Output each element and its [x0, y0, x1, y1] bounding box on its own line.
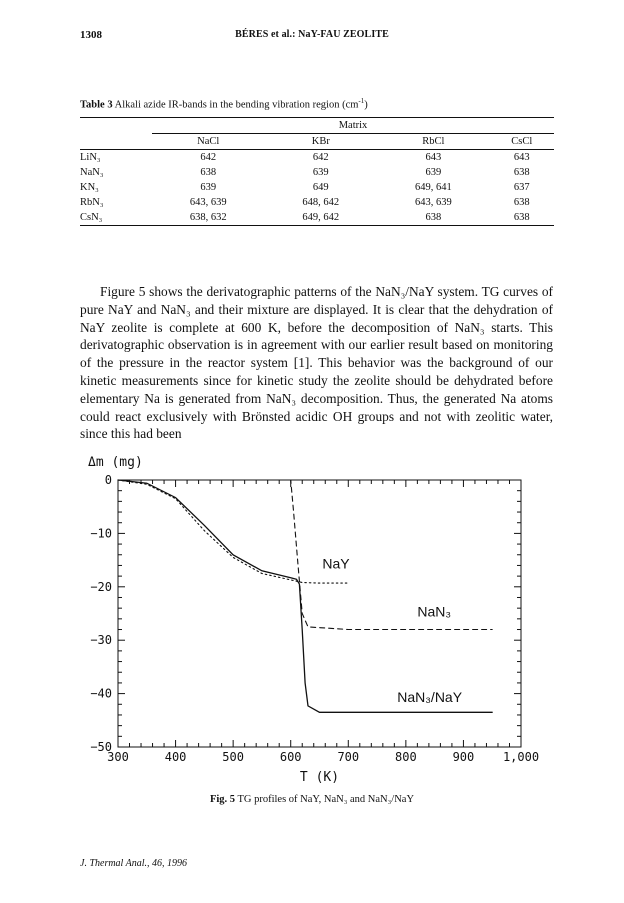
y-tick-label: 0: [104, 473, 112, 487]
chart-layer: [88, 455, 539, 785]
table-cell: 637: [513, 182, 530, 193]
table-cell: 642: [312, 152, 329, 163]
figure-caption: [0, 794, 624, 805]
x-tick-label: 700: [337, 750, 360, 764]
table-cell: 638, 632: [189, 212, 227, 223]
x-tick-label: 500: [222, 750, 244, 764]
y-tick-label: −20: [90, 579, 112, 594]
y-tick-label: −30: [90, 633, 112, 648]
x-tick-label: 1,000: [502, 750, 540, 764]
table-cell: 643, 639: [189, 197, 227, 208]
table-caption-text: Alkali azide IR-bands in the bending vibration region (cm: [114, 99, 359, 111]
x-tick-label: 400: [164, 750, 187, 764]
table-cell: 643: [425, 152, 442, 163]
table-cell: 639: [312, 167, 329, 178]
col-header: KBr: [311, 136, 330, 147]
col-header: RbCl: [422, 136, 445, 147]
y-axis-label: Δm (mg): [88, 455, 143, 470]
table-cell: 643: [513, 152, 530, 163]
y-tick-label: −40: [90, 686, 112, 701]
label-nan3-nay: NaN₃/NaY: [397, 689, 463, 706]
table-cell: 649, 642: [302, 212, 340, 223]
table-cell: 638: [200, 167, 217, 178]
table-cell: 649, 641: [414, 182, 452, 193]
x-tick-label: 900: [452, 750, 475, 764]
body-text: Figure 5 shows the derivatographic patterns of the NaN₃/NaY system. TG curves of pure NaY and NaN₃ and their mixture are displayed. It is clear that the dehydration of NaY zeolite is complete at 600 K, before the decomposition of NaN₃ starts. This derivatographic observation is in agreement with our earlier result based on monitoring of the pressure in the reactor system [1]. This behavior was the background of our kinetic measurements since for kinetic study the zeolite should be dehydrated before elementary Na is generated from NaN₃ decomposition. Thus, the generated Na atoms could react exclusively with Brönsted acidic OH groups and not with zeolitic water, since this had been: [80, 284, 553, 442]
table-cell: 638: [513, 212, 530, 223]
figure-caption-text: TG profiles of NaY, NaN₃ and NaN₃/NaY: [237, 794, 415, 805]
x-tick-label: 800: [395, 750, 417, 764]
x-axis-label: T (K): [299, 770, 340, 785]
row-label: KN₃: [80, 182, 99, 193]
table-cell: 648, 642: [302, 197, 340, 208]
row-label: CsN₃: [80, 212, 103, 223]
row-label: NaN₃: [80, 167, 104, 178]
col-header: CsCl: [511, 136, 533, 147]
table-cell: 639: [200, 182, 217, 193]
label-nan3: NaN₃: [417, 603, 452, 620]
table-cell: 642: [200, 152, 217, 163]
table-cell: 639: [425, 167, 442, 178]
x-tick-label: 600: [279, 750, 302, 764]
table-caption-close: ): [364, 99, 368, 111]
y-tick-label: −50: [90, 740, 112, 754]
table-cell: 638: [425, 212, 442, 223]
row-label: RbN₃: [80, 197, 104, 208]
table-cell: 638: [513, 167, 530, 178]
table-cell: 649: [312, 182, 329, 193]
series-line-nan3-nay: [118, 480, 492, 712]
figure-caption-label: Fig. 5: [209, 794, 236, 805]
series-line-nay: [118, 480, 348, 583]
running-title: BÉRES et al.: NaY-FAU ZEOLITE: [235, 29, 389, 40]
label-nay: NaY: [322, 555, 350, 572]
table-cell: 643, 639: [414, 197, 452, 208]
plot-frame: [118, 480, 521, 747]
col-header: NaCl: [197, 136, 220, 147]
matrix-header: Matrix: [152, 118, 554, 134]
page-number: 1308: [80, 29, 102, 41]
table-cell: 638: [513, 197, 530, 208]
journal-footer: J. Thermal Anal., 46, 1996: [80, 858, 188, 869]
x-tick-label: 300: [107, 750, 129, 764]
table-caption-unit: -1: [358, 97, 365, 105]
row-label: LiN₃: [80, 152, 101, 163]
table-caption-label: Table 3: [80, 99, 113, 111]
y-tick-label: −10: [90, 526, 112, 541]
